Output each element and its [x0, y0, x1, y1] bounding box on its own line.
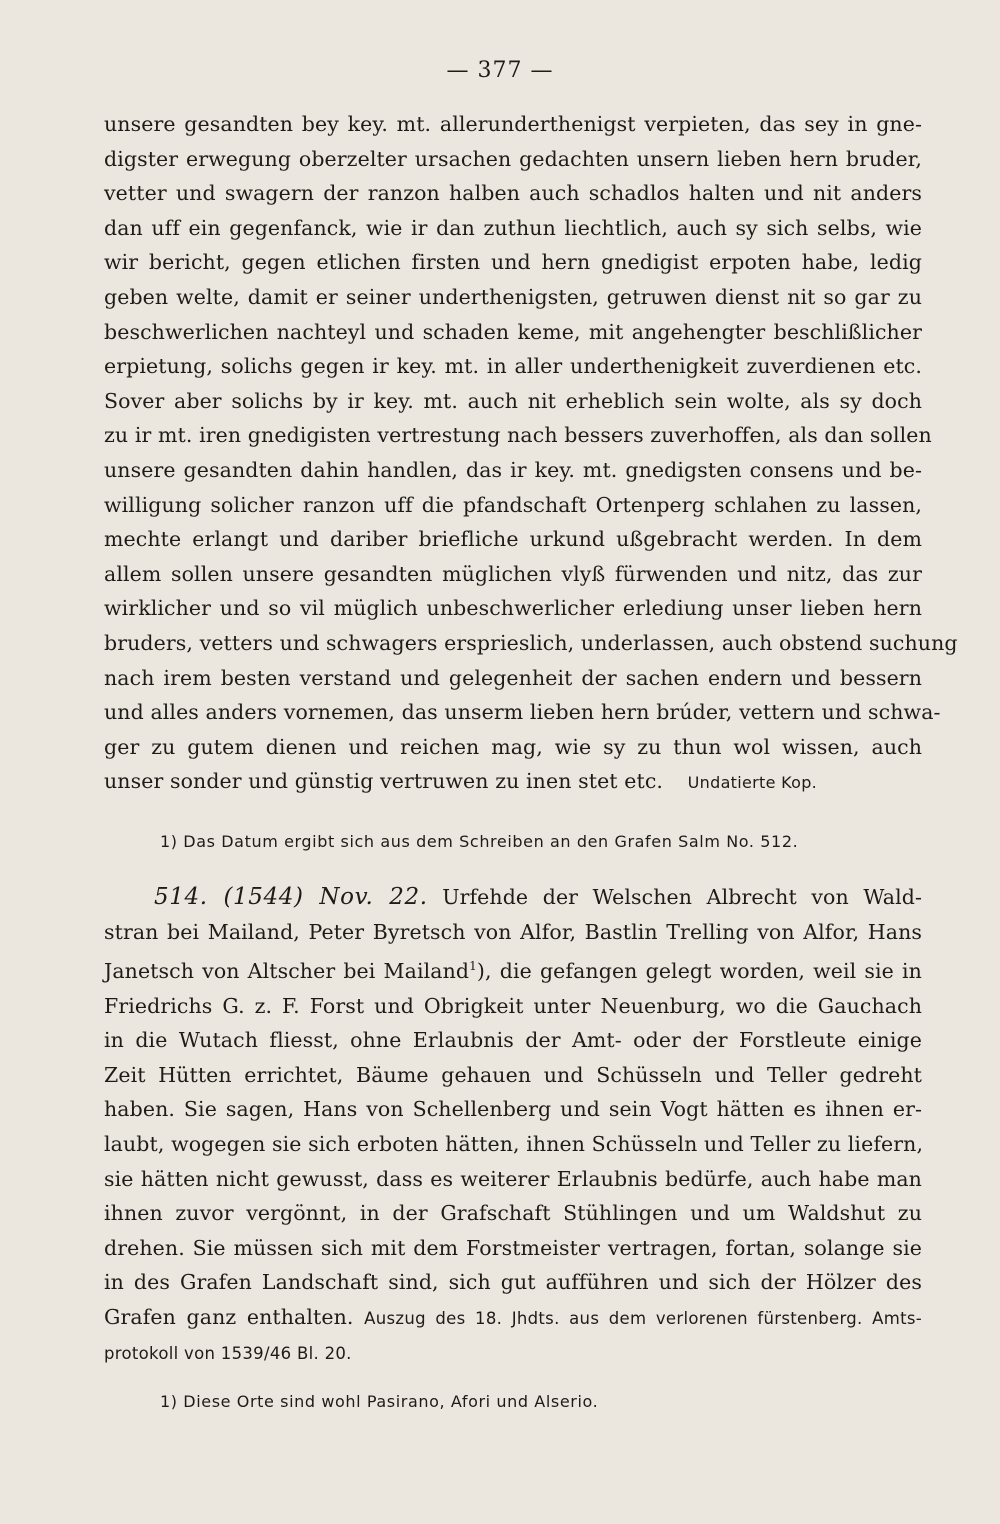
page-number: — 377 —: [446, 58, 554, 83]
text-line: digster erwegung oberzelter ursachen gedachten unsern lieben hern bruder,: [104, 146, 922, 171]
text-line: [104, 1300, 922, 1337]
text-line: mechte erlangt und dariber briefliche urkund ußgebracht werden. In dem: [104, 527, 922, 552]
text-line: allem sollen unsere gesandten müglichen vlyß fürwenden und nitz, das zur: [104, 561, 922, 586]
footnote-1: 1) Das Datum ergibt sich aus dem Schreiben an den Grafen Salm No. 512.: [160, 832, 799, 851]
text-line: willigung solicher ranzon uff die pfandschaft Ortenperg schlahen zu lassen,: [104, 492, 922, 517]
text-line: und alles anders vornemen, das unserm lieben hern brúder, vettern und schwa-: [104, 700, 941, 725]
source-note-continued: protokoll von 1539/46 Bl. 20.: [104, 1343, 352, 1363]
text-line: nach irem besten verstand und gelegenheit der sachen endern und bessern: [104, 665, 922, 690]
text-segment: ), die gefangen gelegt worden, weil sie in: [476, 959, 922, 984]
footnote-2: 1) Diese Orte sind wohl Pasirano, Afori und Alserio.: [160, 1392, 599, 1411]
text-line: in des Grafen Landschaft sind, sich gut aufführen und sich der Hölzer des: [104, 1270, 922, 1295]
text-line: [104, 764, 922, 801]
source-note: Undatierte Kop.: [687, 773, 818, 793]
text-line: vetter und swagern der ranzon halben auch schadlos halten und nit anders: [104, 181, 922, 206]
text-line: wir bericht, gegen etlichen firsten und hern gnedigist erpoten habe, ledig: [104, 250, 922, 275]
text-line: erpietung, solichs gegen ir key. mt. in aller underthenigkeit zuverdienen etc.: [104, 354, 922, 379]
entry-first-line-text: Urfehde der Welschen Albrecht von Wald-: [442, 885, 922, 909]
text-line: laubt, wogegen sie sich erboten hätten, ihnen Schüsseln und Teller zu liefern,: [104, 1131, 924, 1156]
text-line: [104, 949, 922, 988]
text-line: geben welte, damit er seiner underthenigsten, getruwen dienst nit so gar zu: [104, 284, 922, 309]
text-line-content: unser sonder und günstig vertruwen zu inen stet etc.: [104, 769, 664, 794]
text-line: stran bei Mailand, Peter Byretsch von Alfor, Bastlin Trelling von Alfor, Hans: [104, 919, 922, 944]
text-line: dan uff ein gegenfanck, wie ir dan zuthun liechtlich, auch sy sich selbs, wie: [104, 215, 922, 240]
footnote-ref: 1: [469, 959, 477, 974]
text-line: sie hätten nicht gewusst, dass es weiterer Erlaubnis bedürfe, auch habe man: [104, 1166, 922, 1191]
text-line: unsere gesandten bey key. mt. allerunderthenigst verpieten, das sey in gne-: [104, 112, 922, 136]
text-line: ihnen zuvor vergönnt, in der Grafschaft Stühlingen und um Waldshut zu: [104, 1201, 922, 1226]
text-line: in die Wutach fliesst, ohne Erlaubnis der Amt- oder der Forstleute einige: [104, 1028, 922, 1053]
text-line: bruders, vetters und schwagers erspriеslich, underlassen, auch obstend suchung: [104, 630, 958, 655]
text-segment: Janetsch von Altscher bei Mailand: [104, 959, 470, 984]
text-line: beschwerlichen nachteyl und schaden keme, mit angehengter beschlißlicher: [104, 319, 922, 344]
entry-heading: 514. (1544) Nov. 22.: [154, 884, 428, 910]
text-line: wirklicher und so vil müglich unbeschwerlicher erlediung unser lieben hern: [104, 596, 922, 621]
text-line: Friedrichs G. z. F. Forst und Obrigkeit unter Neuenburg, wo die Gauchach: [104, 993, 922, 1018]
source-note: Auszug des 18. Jhdts. aus dem verlorenen fürstenberg. Amts-: [364, 1308, 922, 1328]
entry-514: [104, 880, 922, 1371]
main-text-block: [104, 107, 958, 801]
text-line: unsere gesandten dahin handlen, das ir key. mt. gnedigsten consens und be-: [104, 457, 922, 482]
text-line: ger zu gutem dienen und reichen mag, wie sy zu thun wol wissen, auch: [104, 734, 922, 759]
text-line: drehen. Sie müssen sich mit dem Forstmeister vertragen, fortan, solange sie: [104, 1235, 922, 1260]
text-line: zu ir mt. iren gnedigisten vertrestung nach bessers zuverhoffen, als dan sollen: [104, 423, 932, 448]
text-line: Zeit Hütten errichtet, Bäume gehauen und Schüsseln und Teller gedreht: [104, 1062, 922, 1087]
text-line: haben. Sie sagen, Hans von Schellenberg und sein Vogt hätten es ihnen er-: [104, 1097, 922, 1122]
entry-first-line: [104, 880, 922, 915]
text-segment: Grafen ganz enthalten.: [104, 1304, 354, 1329]
text-line: Sover aber solichs by ir key. mt. auch nit erheblich sein wolte, als sy doch: [104, 388, 922, 413]
